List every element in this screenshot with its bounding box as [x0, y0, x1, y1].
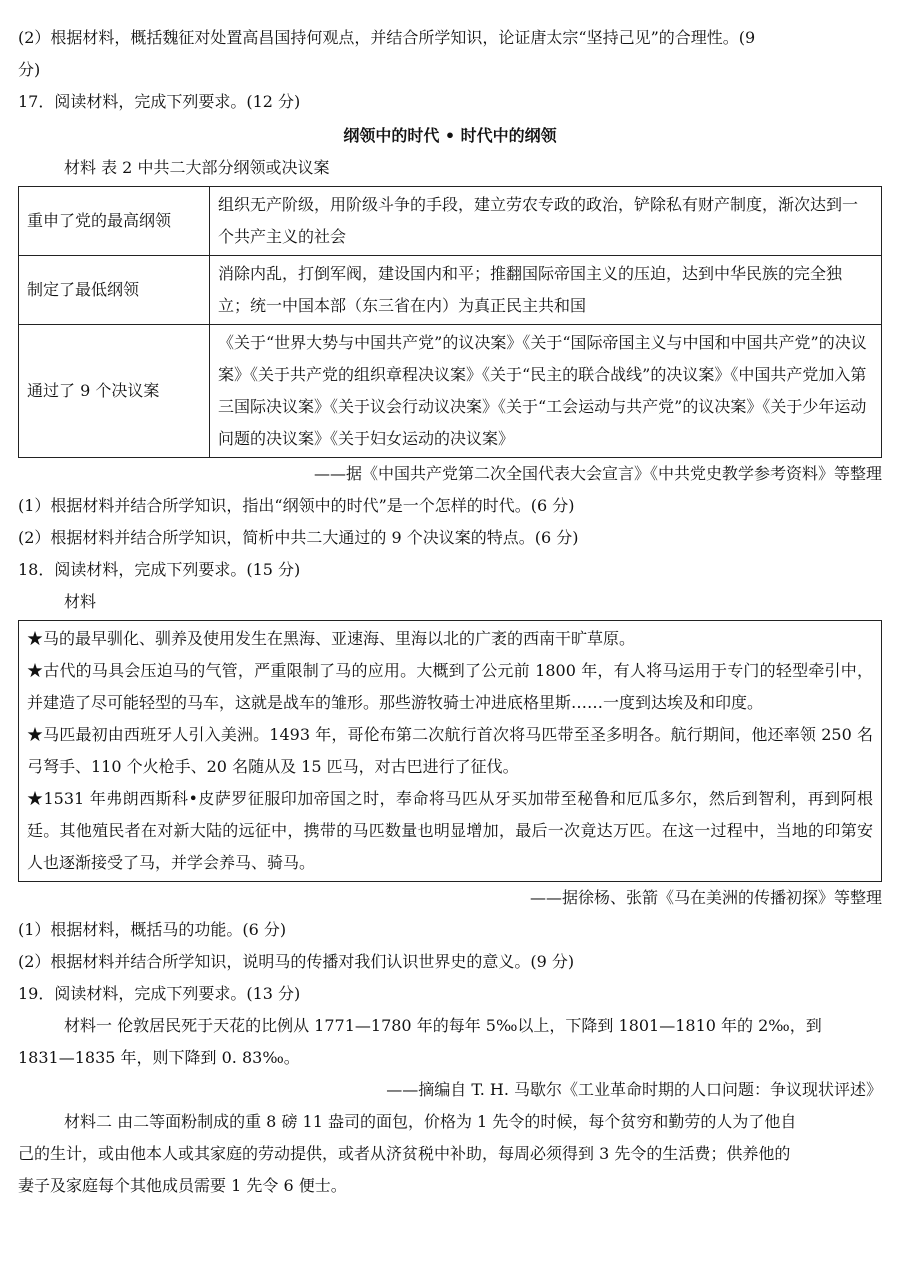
q19-material2-line1: 材料二 由二等面粉制成的重 8 磅 11 盎司的面包，价格为 1 先令的时候，每个贫穷和勤劳的人为了他自: [64, 1112, 797, 1131]
q18-material-item: ★古代的马具会压迫马的气管，严重限制了马的应用。大概到了公元前 1800 年，有人将马运用于专门的轻型牵引中，并建造了尽可能轻型的马车，这就是战车的雏形。那些游牧骑士冲进底格里斯……一度到达埃及和印度。: [27, 661, 873, 712]
q17-title: 纲领中的时代 • 时代中的纲领: [343, 126, 557, 145]
q18-prompt: 18．阅读材料，完成下列要求。(15 分): [18, 560, 301, 579]
q18-material-label: 材料: [64, 592, 97, 611]
q18-question-2: (2）根据材料并结合所学知识，说明马的传播对我们认识世界史的意义。(9 分): [18, 952, 575, 971]
exam-page: [18, 0, 882, 1202]
q17-material-label: 材料 表 2 中共二大部分纲领或决议案: [64, 158, 330, 177]
q18-material-item: ★1531 年弗朗西斯科•皮萨罗征服印加帝国之时，奉命将马匹从牙买加带至秘鲁和厄瓜多尔，然后到智利，再到阿根廷。其他殖民者在对新大陆的远征中，携带的马匹数量也明显增加，最后一次竟达万匹。在这一过程中，当地的印第安人也逐渐接受了马，并学会养马、骑马。: [27, 789, 873, 872]
q18-source: ——据徐杨、张箭《马在美洲的传播初探》等整理: [529, 888, 882, 907]
q19-prompt: 19．阅读材料，完成下列要求。(13 分): [18, 984, 301, 1003]
table-row-label: 重申了党的最高纲领: [19, 187, 210, 256]
q17-prompt: 17．阅读材料，完成下列要求。(12 分): [18, 92, 301, 111]
q18-material-item: ★马的最早驯化、驯养及使用发生在黑海、亚速海、里海以北的广袤的西南干旷草原。: [27, 629, 636, 648]
q18-material-box: [18, 620, 882, 882]
q17-question-1: (1）根据材料并结合所学知识，指出“纲领中的时代”是一个怎样的时代。(6 分): [18, 496, 575, 515]
q19-material2-line3: 妻子及家庭每个其他成员需要 1 先令 6 便士。: [18, 1176, 347, 1195]
table-row: [19, 325, 882, 458]
q17-source: ——据《中国共产党第二次全国代表大会宣言》《中共党史教学参考资料》等整理: [313, 464, 882, 483]
table-row: [19, 256, 882, 325]
q19-material1-line1: 材料一 伦敦居民死于天花的比例从 1771—1780 年的每年 5‰以上，下降到 1801—1810 年的 2‰，到: [64, 1016, 822, 1035]
q16-part2-line2: 分): [18, 60, 41, 79]
table-row-content: 《关于“世界大势与中国共产党”的议决案》《关于“国际帝国主义与中国和中国共产党”的决议案》《关于共产党的组织章程决议案》《关于“民主的联合战线”的决议案》《中国共产党加入第三国际决议案》《关于议会行动议决案》《关于“工会运动与共产党”的议决案》《关于少年运动问题的决议案》《关于妇女运动的决议案》: [210, 325, 882, 458]
table-row-label: 制定了最低纲领: [19, 256, 210, 325]
q19-material1-line2: 1831—1835 年，则下降到 0. 83‰。: [18, 1048, 300, 1067]
table-row-label: 通过了 9 个决议案: [19, 325, 210, 458]
q18-material-item: ★马匹最初由西班牙人引入美洲。1493 年，哥伦布第二次航行首次将马匹带至圣多明各。航行期间，他还率领 250 名弓弩手、110 个火枪手、20 名随从及 15 匹马，对古巴进行了征伐。: [27, 725, 873, 776]
q18-question-1: (1）根据材料，概括马的功能。(6 分): [18, 920, 287, 939]
q17-program-table: [18, 186, 882, 458]
table-row: [19, 187, 882, 256]
table-row-content: 组织无产阶级，用阶级斗争的手段，建立劳农专政的政治，铲除私有财产制度，渐次达到一个共产主义的社会: [210, 187, 882, 256]
table-row-content: 消除内乱，打倒军阀，建设国内和平；推翻国际帝国主义的压迫，达到中华民族的完全独立；统一中国本部（东三省在内）为真正民主共和国: [210, 256, 882, 325]
q17-question-2: (2）根据材料并结合所学知识，简析中共二大通过的 9 个决议案的特点。(6 分): [18, 528, 579, 547]
q19-material1-source: ——摘编自 T. H. 马歇尔《工业革命时期的人口问题：争议现状评述》: [386, 1080, 882, 1099]
q16-part2-line1: (2）根据材料，概括魏征对处置高昌国持何观点，并结合所学知识，论证唐太宗“坚持己见”的合理性。(9: [18, 28, 756, 47]
q19-material2-line2: 己的生计，或由他本人或其家庭的劳动提供，或者从济贫税中补助，每周必须得到 3 先令的生活费；供养他的: [18, 1144, 791, 1163]
